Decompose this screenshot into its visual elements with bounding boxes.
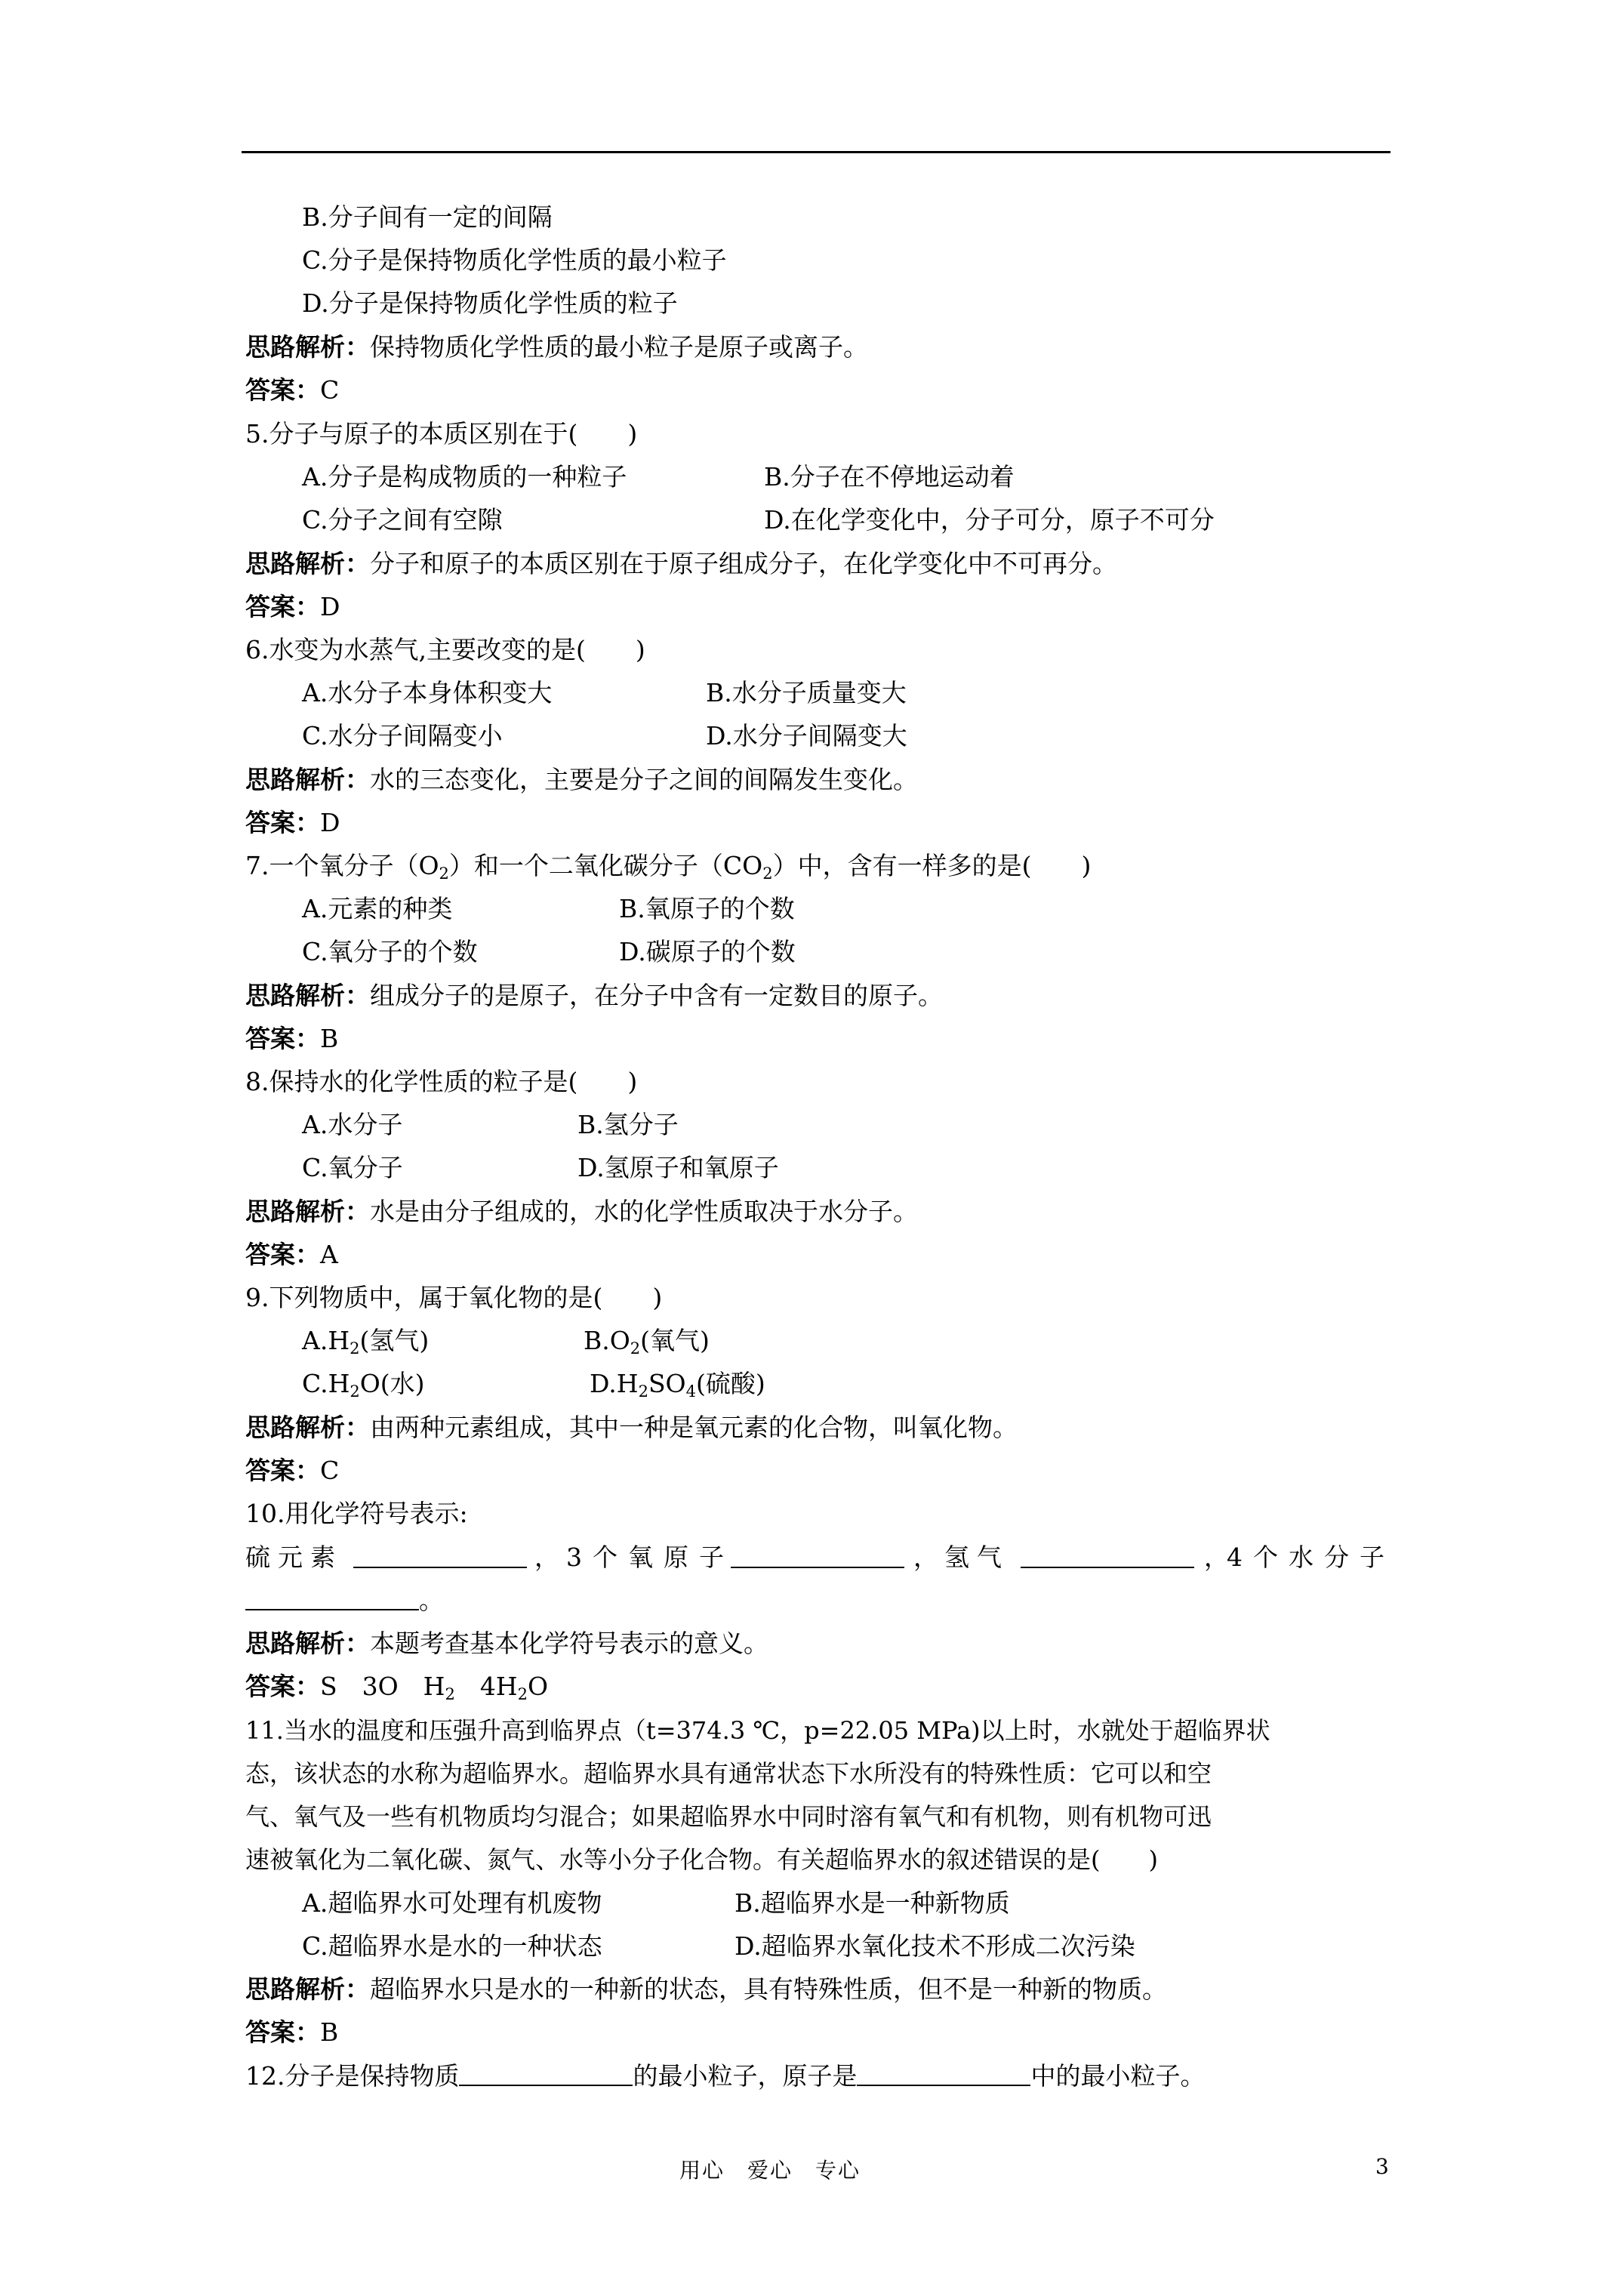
q8-option-b: B.氢分子 [577,1110,679,1139]
answer-label: 答案： [245,1024,320,1053]
q9-a-part-2: (氢气) [359,1326,430,1355]
q8-answer [245,1240,338,1270]
q10-answer [245,1672,548,1702]
q9-analysis [245,1413,1018,1443]
q10-answer-part-2: 4H [454,1672,518,1701]
q7-stem-part-3: ）中，含有一样多的是( ) [772,851,1092,880]
analysis-text: 保持物质化学性质的最小粒子是原子或离子。 [370,332,868,362]
q9-d-subscript-1: 2 [638,1382,648,1401]
q10-blank-3[interactable] [1021,1544,1194,1568]
q9-option-d [590,1369,765,1399]
q5-stem: 5.分子与原子的本质区别在于( ) [245,419,638,448]
q10-sep-2: ， [913,1542,941,1572]
q10-fill-line-2 [245,1586,444,1616]
analysis-text: 超临界水只是水的一种新的状态，具有特殊性质，但不是一种新的物质。 [370,1974,1167,2004]
answer-label: 答案： [245,1240,320,1269]
q9-option-b [584,1326,710,1356]
header-rule [242,151,1390,153]
q6-stem: 6.水变为水蒸气,主要改变的是( ) [245,635,645,664]
q10-prompt-3: 氢气 [944,1542,1009,1572]
q8-option-c: C.氧分子 [302,1153,403,1182]
analysis-label: 思路解析： [245,765,370,794]
q7-answer [245,1024,338,1054]
q12-part-1: 12.分子是保持物质 [245,2061,460,2091]
answer-value: D [320,808,340,837]
q9-b-subscript: 2 [630,1339,641,1358]
q10-analysis [245,1629,768,1659]
analysis-label: 思路解析： [245,1974,370,2004]
q9-option-a [302,1326,429,1356]
analysis-label: 思路解析： [245,1413,370,1442]
analysis-label: 思路解析： [245,332,370,362]
q10-end: 。 [419,1586,444,1615]
q11-option-b: B.超临界水是一种新物质 [735,1888,1010,1918]
q11-stem-line-4: 速被氧化为二氧化碳、氮气、水等小分子化合物。有关超临界水的叙述错误的是( ) [245,1845,1158,1874]
q7-option-a: A.元素的种类 [302,894,453,923]
q9-option-c [302,1369,425,1399]
q10-blank-4[interactable] [245,1586,419,1610]
q10-answer-subscript-2: 2 [517,1685,528,1703]
q10-sep-3: ， [1204,1542,1232,1572]
q9-d-part-1: D.H [590,1369,639,1398]
q7-subscript-2: 2 [762,864,773,883]
analysis-label: 思路解析： [245,1197,370,1226]
q9-c-part-1: C.H [302,1369,350,1398]
q7-option-b: B.氧原子的个数 [619,894,795,923]
q9-d-subscript-2: 4 [685,1382,696,1401]
q8-analysis [245,1197,918,1227]
q5-option-b: B.分子在不停地运动着 [764,462,1015,492]
q11-option-c: C.超临界水是水的一种状态 [302,1931,602,1961]
q6-option-b: B.水分子质量变大 [706,678,907,707]
answer-label: 答案： [245,2017,320,2047]
q9-d-part-2: SO [648,1369,686,1398]
q5-analysis [245,549,1117,579]
q7-stem [245,851,1091,881]
q10-prompt-2: 3个氧原子 [566,1542,735,1572]
q8-stem: 8.保持水的化学性质的粒子是( ) [245,1067,638,1096]
q7-subscript-1: 2 [439,864,449,883]
q12-stem [245,2061,1205,2091]
analysis-text: 水的三态变化，主要是分子之间的间隔发生变化。 [370,765,918,794]
q7-stem-part-2: ）和一个二氧化碳分子（CO [448,851,763,880]
q11-stem-line-3: 气、氧气及一些有机物质均匀混合；如果超临界水中同时溶有氧气和有机物，则有机物可迅 [245,1802,1212,1831]
analysis-text: 本题考查基本化学符号表示的意义。 [370,1629,768,1658]
q6-option-a: A.水分子本身体积变大 [302,678,553,707]
q12-blank-2[interactable] [857,2062,1030,2086]
q10-answer-subscript-1: 2 [445,1685,455,1703]
q5-answer [245,592,340,622]
answer-value: A [320,1240,338,1269]
answer-label: 答案： [245,375,320,405]
analysis-label: 思路解析： [245,549,370,578]
q9-b-part-2: (氧气) [640,1326,710,1355]
page-number: 3 [1375,2154,1389,2179]
q11-answer [245,2017,338,2048]
q5-option-d: D.在化学变化中，分子可分，原子不可分 [764,505,1215,535]
q8-option-d: D.氢原子和氧原子 [577,1153,779,1182]
q4-option-d: D.分子是保持物质化学性质的粒子 [302,288,678,318]
answer-label: 答案： [245,808,320,837]
q9-a-part-1: A.H [302,1326,350,1355]
q7-option-d: D.碳原子的个数 [619,937,796,966]
q5-option-c: C.分子之间有空隙 [302,505,503,535]
q9-stem: 9.下列物质中，属于氧化物的是( ) [245,1283,663,1312]
q9-c-part-2: O(水) [359,1369,425,1398]
analysis-text: 水是由分子组成的，水的化学性质取决于水分子。 [370,1197,918,1226]
q10-prompt-4: 4个水分子 [1227,1542,1395,1572]
q9-answer [245,1456,339,1486]
answer-value: B [320,2017,339,2047]
q9-b-part-1: B.O [584,1326,630,1355]
q9-a-subscript: 2 [350,1339,360,1358]
analysis-text: 由两种元素组成，其中一种是氧元素的化合物，叫氧化物。 [370,1413,1018,1442]
answer-value: C [320,1456,340,1485]
q10-answer-part-1: S 3O H [320,1672,445,1701]
q7-analysis [245,981,943,1011]
q12-blank-1[interactable] [459,2062,633,2086]
q10-fill-line [245,1542,1395,1573]
q10-answer-part-3: O [527,1672,549,1701]
q10-prompt-1: 硫元素 [245,1542,343,1572]
q10-sep-1: ， [534,1542,562,1572]
q6-analysis [245,765,918,795]
q6-option-c: C.水分子间隔变小 [302,721,503,750]
q7-stem-part-1: 7.一个氧分子（O [245,851,439,880]
answer-value: D [320,592,340,621]
answer-label: 答案： [245,1672,320,1701]
analysis-text: 分子和原子的本质区别在于原子组成分子，在化学变化中不可再分。 [370,549,1117,578]
page-footer-motto: 用心 爱心 专心 [679,2158,861,2183]
answer-label: 答案： [245,1456,320,1485]
q7-option-c: C.氧分子的个数 [302,937,478,966]
q11-option-a: A.超临界水可处理有机废物 [302,1888,602,1918]
answer-value: C [320,375,340,405]
analysis-label: 思路解析： [245,1629,370,1658]
answer-value: B [320,1024,339,1053]
q4-answer [245,375,339,405]
q5-option-a: A.分子是构成物质的一种粒子 [302,462,627,492]
q10-blank-2[interactable] [731,1544,904,1568]
q6-answer [245,808,340,838]
q6-option-d: D.水分子间隔变大 [706,721,907,750]
q9-c-subscript: 2 [350,1382,360,1401]
analysis-text: 组成分子的是原子，在分子中含有一定数目的原子。 [370,981,943,1010]
q9-d-part-3: (硫酸) [695,1369,765,1398]
answer-label: 答案： [245,592,320,621]
q11-analysis [245,1974,1167,2005]
q11-stem-line-1: 11.当水的温度和压强升高到临界点（t=374.3 ℃，p=22.05 MPa)以上时，水就处于超临界状 [245,1716,1270,1745]
q10-blank-1[interactable] [353,1544,527,1568]
q12-part-2: 的最小粒子，原子是 [633,2061,858,2091]
q10-stem: 10.用化学符号表示: [245,1499,468,1528]
q12-part-3: 中的最小粒子。 [1030,2061,1206,2091]
q4-analysis [245,332,868,362]
q11-option-d: D.超临界水氧化技术不形成二次污染 [735,1931,1135,1961]
q4-option-b: B.分子间有一定的间隔 [302,202,553,232]
q4-option-c: C.分子是保持物质化学性质的最小粒子 [302,245,727,275]
q11-stem-line-2: 态，该状态的水称为超临界水。超临界水具有通常状态下水所没有的特殊性质：它可以和空 [245,1759,1212,1788]
q8-option-a: A.水分子 [302,1110,403,1139]
analysis-label: 思路解析： [245,981,370,1010]
